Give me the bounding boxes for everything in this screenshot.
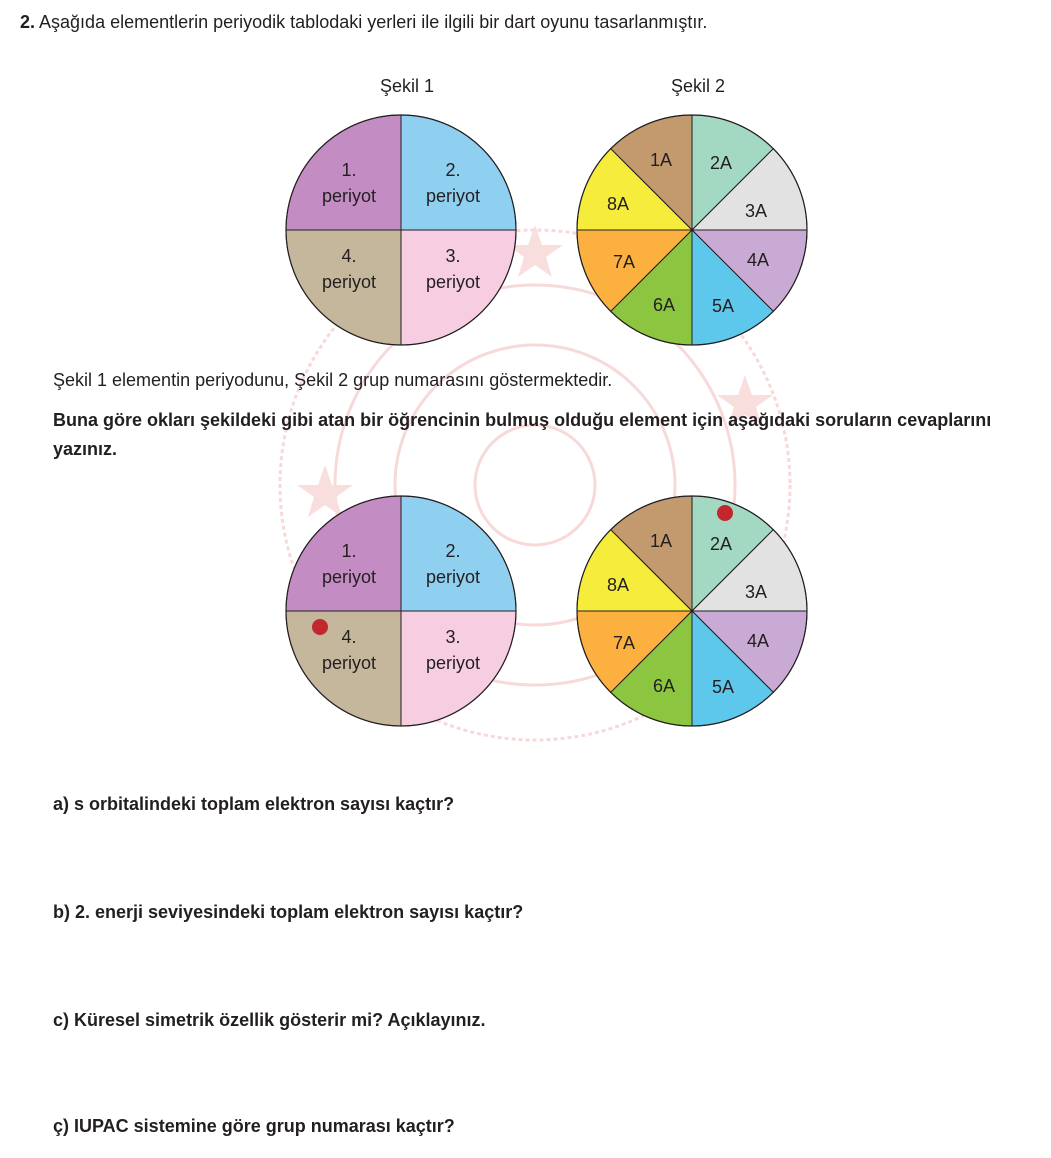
period-word-label: periyot — [321, 186, 377, 206]
group-label: 8A — [606, 194, 630, 214]
subquestion-cedilla: ç) IUPAC sistemine göre grup numarası kaçtır? — [53, 1116, 455, 1136]
subquestion-a: a) s orbitalindeki toplam elektron sayısı kaçtır? — [53, 794, 455, 814]
dart-group — [717, 505, 733, 521]
figure1-title: Şekil 1 — [379, 76, 435, 96]
group-label: 6A — [652, 295, 676, 315]
group-label: 8A — [606, 575, 630, 595]
question-line — [20, 12, 707, 33]
figure2-title: Şekil 2 — [670, 76, 726, 96]
group-label: 3A — [744, 582, 768, 602]
subquestion-b: b) 2. enerji seviyesindeki toplam elektron sayısı kaçtır? — [53, 902, 524, 922]
group-label: 2A — [709, 153, 733, 173]
period-number-label: 4. — [341, 627, 357, 647]
group-label: 6A — [652, 676, 676, 696]
group-label: 4A — [746, 631, 770, 651]
instruction-text: Buna göre okları şekildeki gibi atan bir öğrencinin bulmuş olduğu element için aşağıdaki soruların cevaplarını yazınız. — [53, 410, 992, 459]
period-word-label: periyot — [425, 567, 481, 587]
period-number-label: 2. — [445, 160, 461, 180]
dart-period — [312, 619, 328, 635]
period-word-label: periyot — [425, 272, 481, 292]
group-label: 1A — [649, 531, 673, 551]
period-number-label: 3. — [445, 627, 461, 647]
explanation-text: Şekil 1 elementin periyodunu, Şekil 2 grup numarasını göstermektedir. — [53, 370, 613, 390]
period-wheel-top — [284, 113, 518, 347]
group-label: 5A — [711, 677, 735, 697]
period-number-label: 4. — [341, 246, 357, 266]
group-label: 3A — [744, 201, 768, 221]
group-label: 4A — [746, 250, 770, 270]
period-word-label: periyot — [425, 653, 481, 673]
period-word-label: periyot — [425, 186, 481, 206]
period-word-label: periyot — [321, 272, 377, 292]
subquestion-c: c) Küresel simetrik özellik gösterir mi? Açıklayınız. — [53, 1010, 486, 1030]
group-label: 7A — [612, 252, 636, 272]
period-wheel-bottom — [284, 494, 518, 728]
period-number-label: 1. — [341, 160, 357, 180]
period-word-label: periyot — [321, 653, 377, 673]
question-text: Aşağıda elementlerin periyodik tablodaki yerleri ile ilgili bir dart oyunu tasarlanmıştır. — [39, 12, 708, 32]
period-number-label: 3. — [445, 246, 461, 266]
group-label: 5A — [711, 296, 735, 316]
group-wheel-bottom — [575, 494, 809, 728]
period-word-label: periyot — [321, 567, 377, 587]
group-wheel-top — [575, 113, 809, 347]
period-number-label: 2. — [445, 541, 461, 561]
group-label: 2A — [709, 534, 733, 554]
group-label: 1A — [649, 150, 673, 170]
period-number-label: 1. — [341, 541, 357, 561]
question-number: 2. — [20, 12, 36, 32]
group-label: 7A — [612, 633, 636, 653]
